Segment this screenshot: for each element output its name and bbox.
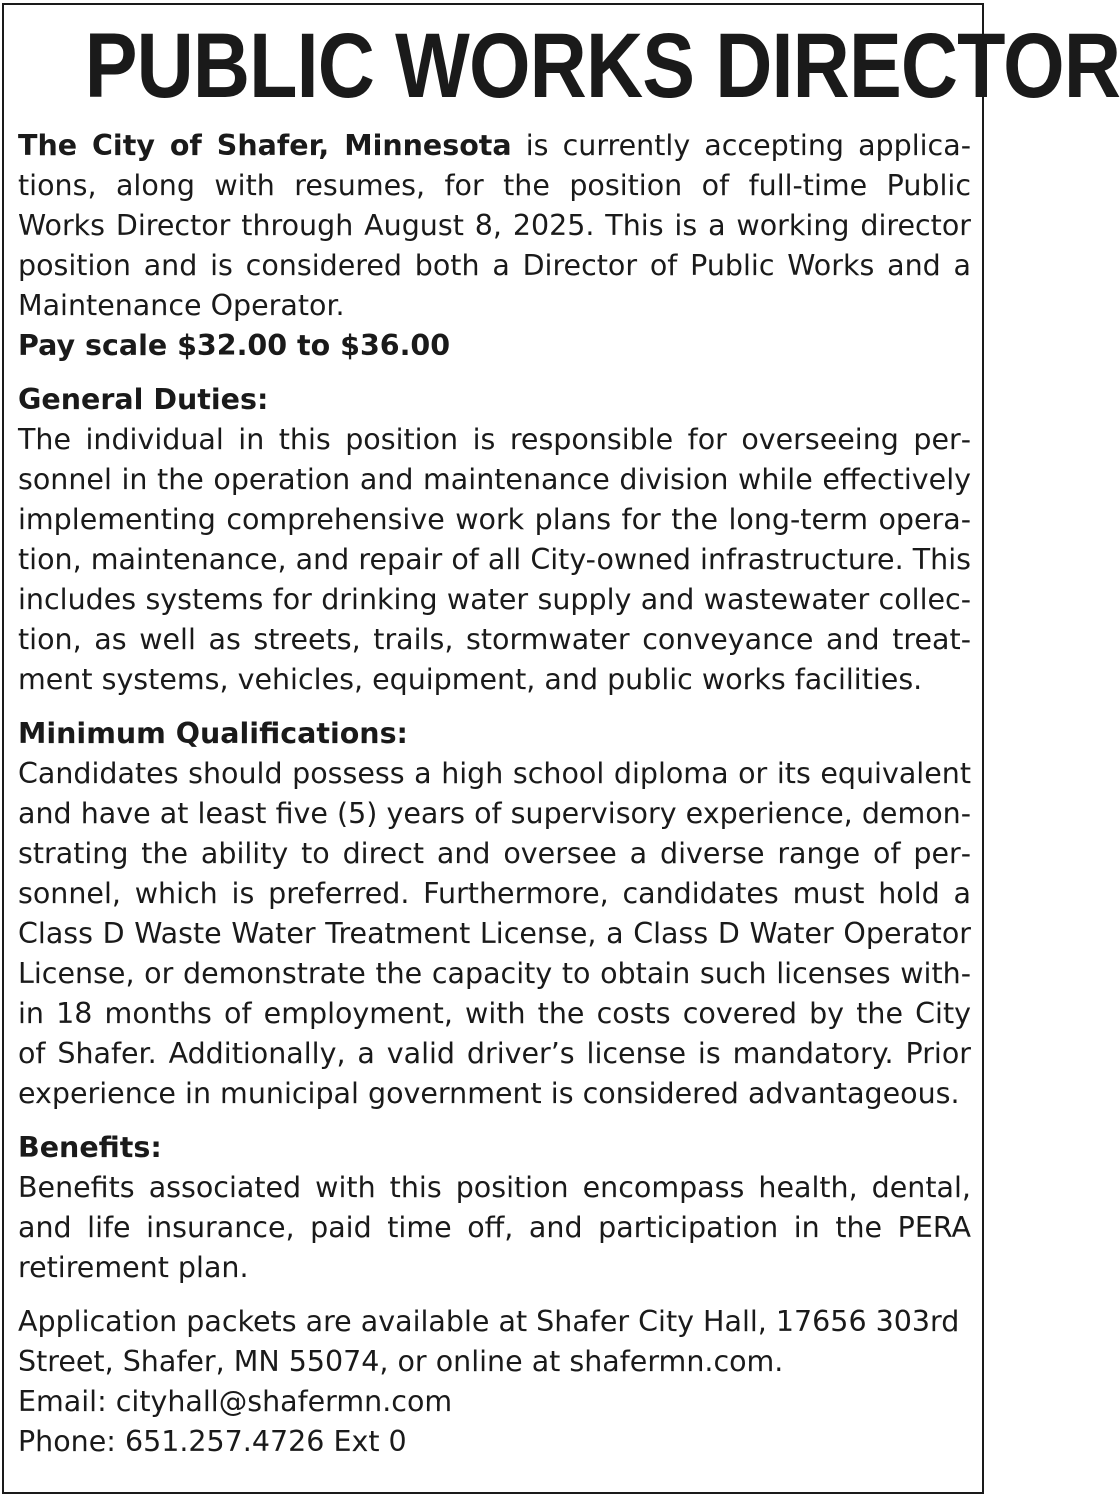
general-duties-text: The individual in this position is responsible for overseeing personnel in the operation and maintenance division while effectively implementing comprehensive work plans for the long-term operation, maintenance, and repair of all City-owned infrastructure. This includes systems for drinking water supply and wastewater collection, as well as streets, trails, stormwater conveyance and treatment systems, vehicles, equipment, and public works facilities. — [18, 423, 971, 696]
benefits-section — [18, 1128, 971, 1288]
job-ad — [18, 14, 1120, 1462]
contact-phone: Phone: 651.257.4726 Ext 0 — [18, 1425, 407, 1458]
general-duties-section — [18, 380, 971, 700]
benefits-text: Benefits associated with this position encompass health, dental, and life insurance, paid time off, and participation in the PERA retirement plan. — [18, 1171, 971, 1284]
pay-scale: Pay scale $32.00 to $36.00 — [18, 329, 451, 362]
general-duties-heading: General Duties: — [18, 383, 269, 416]
benefits-heading: Benefits: — [18, 1131, 162, 1164]
minimum-qualifications-text: Candidates should possess a high school diploma or its equivalent and have at least five (5) years of supervisory experience, demonstrating the ability to direct and oversee a diverse range of personnel, which is preferred. Furthermore, candidates must hold a Class D Waste Water Treatment License, a Class D Water Operator License, or demonstrate the capacity to obtain such licenses within 18 months of employment, with the costs covered by the City of Shafer. Additionally, a valid driver’s license is mandatory. Prior experience in municipal government is considered advantageous. — [18, 757, 971, 1110]
application-section — [18, 1302, 971, 1462]
minimum-qualifications-heading: Minimum Qualifications: — [18, 717, 408, 750]
contact-email: Email: cityhall@shafermn.com — [18, 1385, 453, 1418]
page-title: PUBLIC WORKS DIRECTOR — [84, 15, 1120, 117]
minimum-qualifications-section — [18, 714, 971, 1114]
intro-paragraph — [18, 126, 971, 326]
city-name: The City of Shafer, Minnesota — [18, 129, 512, 162]
intro-text: is currently accepting applications, along with resumes, for the position of full-time Public Works Director through August 8, 2025. This is a working director position and is considered both a Director of Public Works and a Maintenance Operator. — [18, 129, 971, 322]
application-text: Application packets are available at Shafer City Hall, 17656 303rd Street, Shafer, MN 55074, or online at shafermn.com. — [18, 1305, 960, 1378]
